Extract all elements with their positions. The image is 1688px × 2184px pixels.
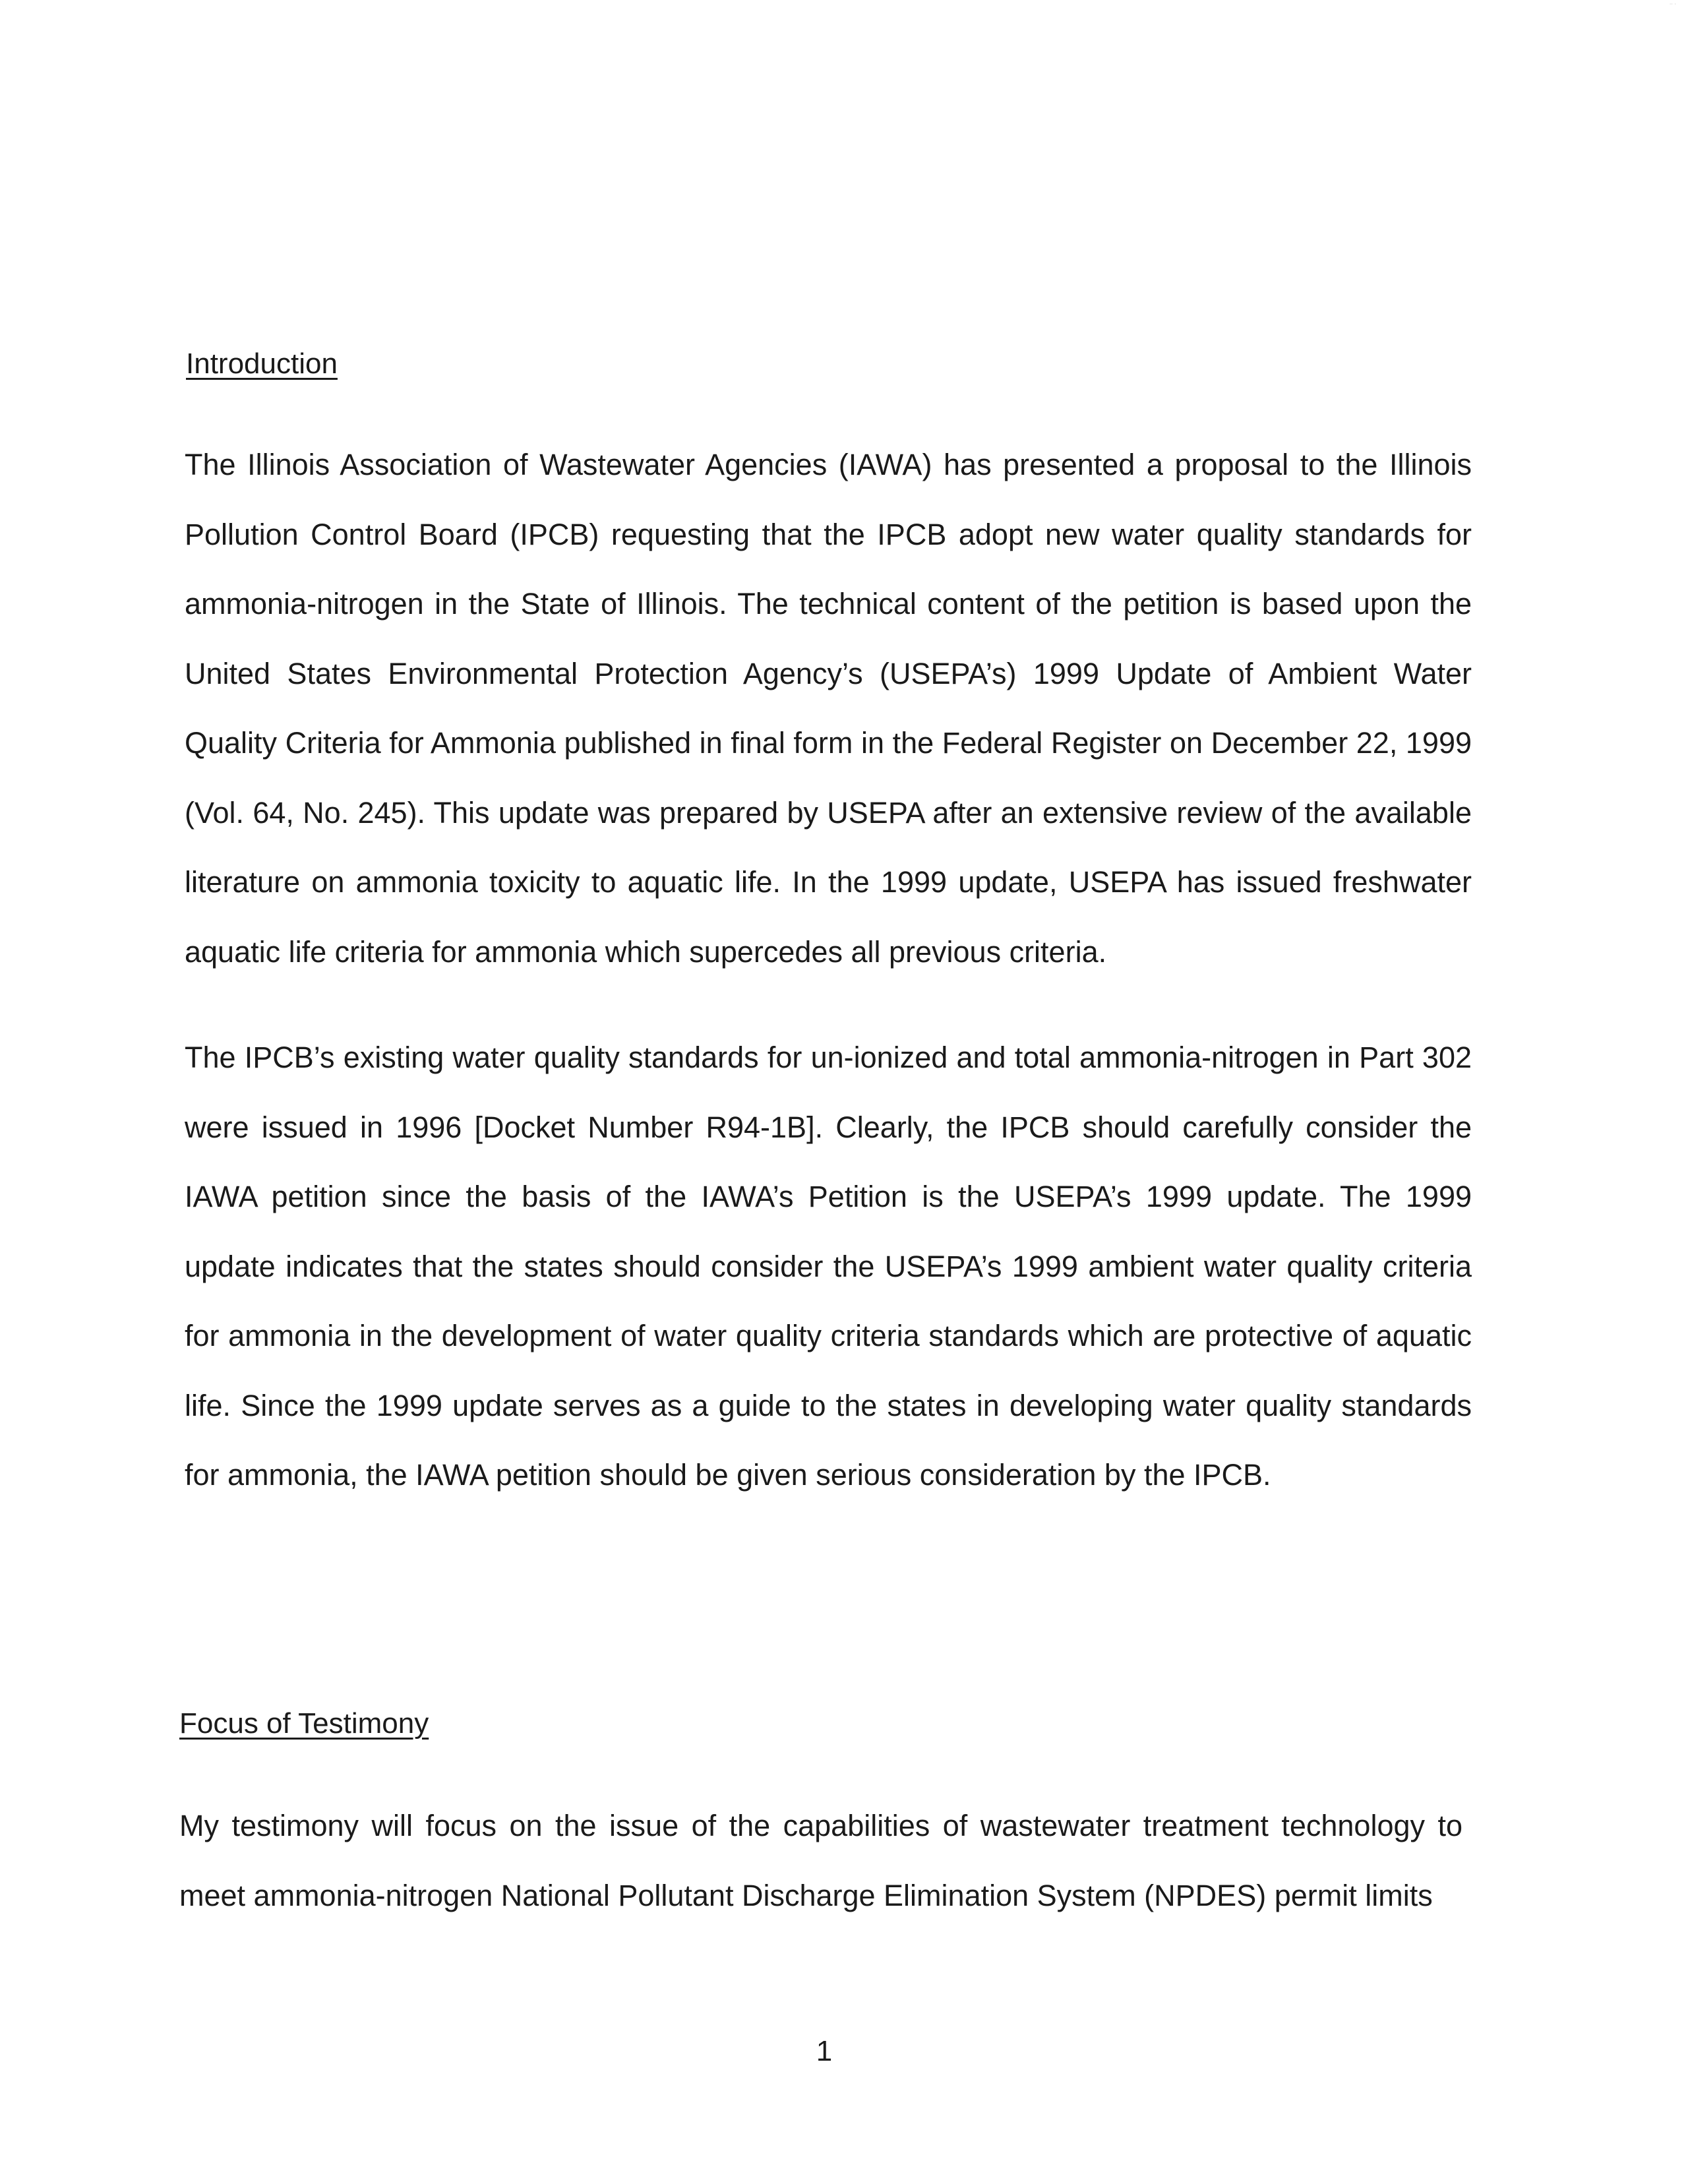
heading-introduction: Introduction (186, 348, 338, 380)
paragraph-introduction-1: The Illinois Association of Wastewater Agencies (IAWA) has presented a proposal to the Illinois Pollution Control Board (IPCB) requesting that the IPCB adopt new water quality standards for ammonia-nitrogen in the State of Illinois. The technical content of the petition is based upon the United States Environmental Protection Agency’s (USEPA’s) 1999 Update of Ambient Water Quality Criteria for Ammonia published in final form in the Federal Register on December 22, 1999 (Vol. 64, No. 245). This update was prepared by USEPA after an extensive review of the available literature on ammonia toxicity to aquatic life. In the 1999 update, USEPA has issued freshwater aquatic life criteria for ammonia which supercedes all previous criteria. (185, 448, 1472, 969)
paragraph-focus-of-testimony-1: My testimony will focus on the issue of the capabilities of wastewater treatment technology to meet ammonia-nitrogen National Pollutant Discharge Elimination System (NPDES) permit limits (179, 1809, 1462, 1912)
page-number: 1 (816, 2035, 833, 2067)
heading-focus-of-testimony: Focus of Testimony (179, 1707, 429, 1740)
scan-mark: ·· · (1669, 1, 1676, 7)
paragraph-introduction-2: The IPCB’s existing water quality standards for un-ionized and total ammonia-nitrogen in Part 302 were issued in 1996 [Docket Number R94-1B]. Clearly, the IPCB should carefully consider the IAWA petition since the basis of the IAWA’s Petition is the USEPA’s 1999 update. The 1999 update indicates that the states should consider the USEPA’s 1999 ambient water quality criteria for ammonia in the development of water quality criteria standards which are protective of aquatic life. Since the 1999 update serves as a guide to the states in developing water quality standards for ammonia, the IAWA petition should be given serious consideration by the IPCB. (185, 1041, 1472, 1492)
